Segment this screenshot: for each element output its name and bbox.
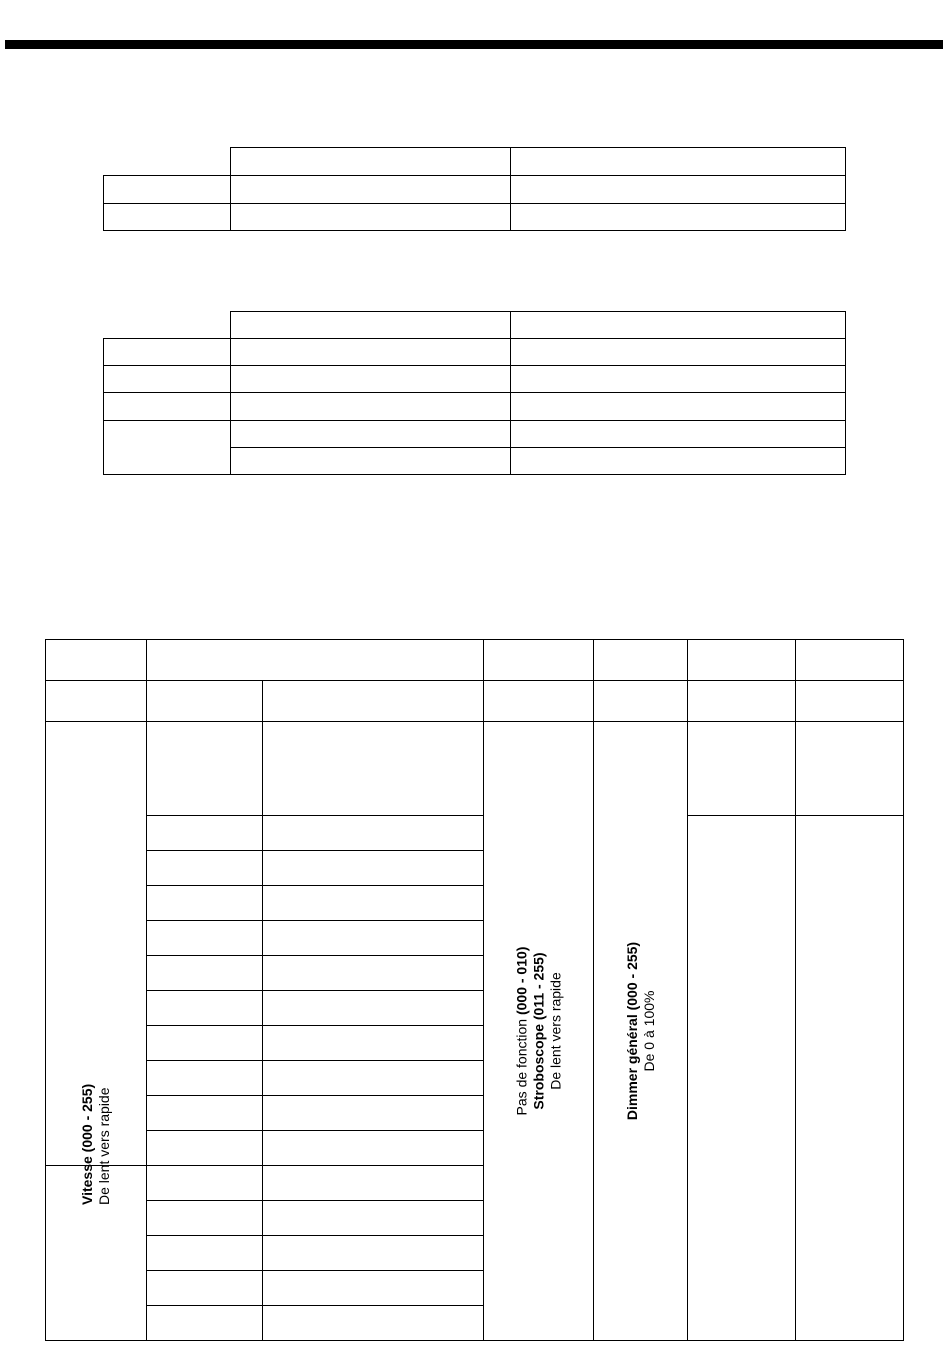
header-cell [688, 640, 796, 681]
table-2-cell [104, 339, 231, 366]
table-2-cell [104, 393, 231, 421]
ch7-empty-merged-cell [796, 816, 904, 1341]
function-cell [263, 886, 484, 921]
function-cell [263, 1096, 484, 1131]
function-cell [263, 722, 484, 816]
table-2-cell [104, 366, 231, 393]
table-2-cell [511, 366, 846, 393]
table-2-cell [231, 393, 511, 421]
value-cell [147, 1166, 263, 1201]
speed-channel-text: Vitesse (000 - 255) De lent vers rapide [79, 1083, 112, 1205]
table-1 [103, 147, 846, 231]
header-cell [796, 681, 904, 722]
value-cell [147, 851, 263, 886]
header-cell [594, 640, 688, 681]
strobe-channel-text: Pas de fonction (000 - 010) Stroboscope (011 - 255) De lent vers rapide [513, 946, 563, 1116]
speed-channel-cell [46, 1083, 147, 1341]
table-1-cell [104, 176, 231, 204]
value-cell [147, 886, 263, 921]
value-cell [147, 816, 263, 851]
table-2-cell [511, 421, 846, 448]
table-1-header-cell [511, 148, 846, 176]
function-cell [263, 1061, 484, 1096]
table-1-row [104, 176, 846, 204]
dimmer-channel-cell [594, 722, 688, 1341]
value-cell [147, 1306, 263, 1341]
table-1-row [104, 204, 846, 231]
table-2-cell [231, 339, 511, 366]
function-cell [263, 1271, 484, 1306]
dmx-channel-table [45, 639, 904, 1341]
function-cell [263, 991, 484, 1026]
table-2-header-cell [511, 312, 846, 339]
header-cell [484, 681, 594, 722]
function-cell [263, 1306, 484, 1341]
table-2-cell [231, 366, 511, 393]
table-2 [103, 311, 846, 475]
table-row [46, 816, 904, 851]
value-cell [688, 722, 796, 816]
header-cell [796, 640, 904, 681]
table-1-cell [231, 204, 511, 231]
table-2-row [104, 393, 846, 421]
table-2-row [104, 339, 846, 366]
table-1-empty-corner [104, 148, 231, 176]
table-2-cell [511, 339, 846, 366]
table-2-cell [511, 448, 846, 475]
header-cell [688, 681, 796, 722]
header-row-1 [46, 640, 904, 681]
value-cell [147, 991, 263, 1026]
table-row [46, 722, 904, 816]
top-rule [5, 40, 943, 49]
value-cell [147, 1201, 263, 1236]
function-cell [263, 921, 484, 956]
strobe-channel-cell [484, 722, 594, 1341]
header-cell [147, 681, 263, 722]
table-1-cell [511, 176, 846, 204]
value-cell [147, 1026, 263, 1061]
table-2-header-cell [231, 312, 511, 339]
table-2-row [104, 366, 846, 393]
function-cell [263, 816, 484, 851]
function-cell [263, 851, 484, 886]
value-cell [147, 921, 263, 956]
ch6-empty-merged-cell [688, 816, 796, 1341]
value-cell [147, 722, 263, 816]
function-cell [263, 1166, 484, 1201]
header-row-2 [46, 681, 904, 722]
header-cell-merged [147, 640, 484, 681]
function-cell [263, 956, 484, 991]
table-2-cell [231, 448, 511, 475]
value-cell [796, 722, 904, 816]
value-cell [147, 1061, 263, 1096]
table-1-cell [511, 204, 846, 231]
function-cell [263, 1131, 484, 1166]
header-cell [263, 681, 484, 722]
value-cell [147, 956, 263, 991]
table-1-cell [104, 204, 231, 231]
table-2-merged-cell [104, 421, 231, 475]
value-cell [147, 1131, 263, 1166]
header-cell [594, 681, 688, 722]
header-cell [46, 681, 147, 722]
table-2-cell [231, 421, 511, 448]
table-1-cell [231, 176, 511, 204]
value-cell [147, 1271, 263, 1306]
function-cell [263, 1201, 484, 1236]
function-cell [263, 1236, 484, 1271]
table-2-cell [511, 393, 846, 421]
header-cell [484, 640, 594, 681]
table-2-empty-corner [104, 312, 231, 339]
value-cell [147, 1096, 263, 1131]
value-cell [147, 1236, 263, 1271]
table-2-row [104, 421, 846, 448]
table-1-header-cell [231, 148, 511, 176]
function-cell [263, 1026, 484, 1061]
dimmer-channel-text: Dimmer général (000 - 255) De 0 à 100% [623, 941, 657, 1121]
header-cell [46, 640, 147, 681]
